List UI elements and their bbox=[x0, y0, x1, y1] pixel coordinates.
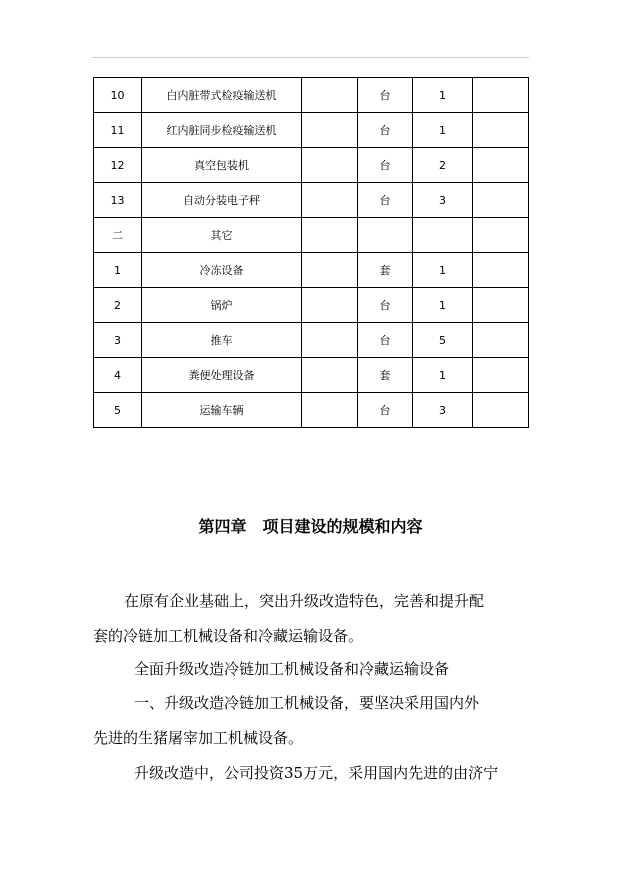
spec-cell bbox=[302, 323, 358, 358]
quantity-cell: 1 bbox=[413, 253, 473, 288]
table-row bbox=[94, 393, 529, 428]
note-cell bbox=[473, 253, 529, 288]
unit-cell: 台 bbox=[358, 393, 413, 428]
paragraph-1-line-2: 套的冷链加工机械设备和冷藏运输设备。 bbox=[93, 627, 364, 645]
spec-cell bbox=[302, 148, 358, 183]
paragraph-2: 全面升级改造冷链加工机械设备和冷藏运输设备 bbox=[134, 660, 450, 678]
table-row bbox=[94, 148, 529, 183]
unit-cell: 套 bbox=[358, 253, 413, 288]
equipment-name: 真空包装机 bbox=[142, 148, 302, 183]
note-cell bbox=[473, 183, 529, 218]
note-cell bbox=[473, 288, 529, 323]
quantity-cell: 3 bbox=[413, 183, 473, 218]
note-cell bbox=[473, 393, 529, 428]
spec-cell bbox=[302, 113, 358, 148]
table-row bbox=[94, 358, 529, 393]
equipment-table bbox=[93, 77, 529, 428]
spec-cell bbox=[302, 393, 358, 428]
row-number: 2 bbox=[94, 288, 142, 323]
table-row bbox=[94, 253, 529, 288]
row-number: 5 bbox=[94, 393, 142, 428]
unit-cell: 台 bbox=[358, 148, 413, 183]
note-cell bbox=[473, 113, 529, 148]
equipment-name: 冷冻设备 bbox=[142, 253, 302, 288]
table-row bbox=[94, 183, 529, 218]
table-row bbox=[94, 288, 529, 323]
note-cell bbox=[473, 148, 529, 183]
chapter-title: 第四章 项目建设的规模和内容 bbox=[198, 517, 423, 536]
quantity-cell: 5 bbox=[413, 323, 473, 358]
page-header-rule bbox=[92, 57, 529, 58]
spec-cell bbox=[302, 218, 358, 253]
paragraph-3-line-2: 先进的生猪屠宰加工机械设备。 bbox=[93, 729, 304, 747]
quantity-cell: 1 bbox=[413, 288, 473, 323]
note-cell bbox=[473, 78, 529, 113]
unit-cell: 台 bbox=[358, 113, 413, 148]
unit-cell: 台 bbox=[358, 78, 413, 113]
row-number: 1 bbox=[94, 253, 142, 288]
paragraph-4-line-1: 升级改造中，公司投资35万元，采用国内先进的由济宁 bbox=[134, 764, 499, 782]
row-number: 10 bbox=[94, 78, 142, 113]
table-row bbox=[94, 323, 529, 358]
paragraph-3-line-1: 一、升级改造冷链加工机械设备，要坚决采用国内外 bbox=[134, 694, 480, 712]
spec-cell bbox=[302, 358, 358, 393]
spec-cell bbox=[302, 78, 358, 113]
row-number: 12 bbox=[94, 148, 142, 183]
equipment-name: 红内脏同步检疫输送机 bbox=[142, 113, 302, 148]
equipment-name: 其它 bbox=[142, 218, 302, 253]
unit-cell: 套 bbox=[358, 358, 413, 393]
quantity-cell: 2 bbox=[413, 148, 473, 183]
equipment-name: 运输车辆 bbox=[142, 393, 302, 428]
note-cell bbox=[473, 358, 529, 393]
quantity-cell: 1 bbox=[413, 358, 473, 393]
row-number: 4 bbox=[94, 358, 142, 393]
unit-cell: 台 bbox=[358, 288, 413, 323]
unit-cell: 台 bbox=[358, 183, 413, 218]
quantity-cell: 1 bbox=[413, 78, 473, 113]
spec-cell bbox=[302, 253, 358, 288]
row-number: 3 bbox=[94, 323, 142, 358]
paragraph-1-line-1: 在原有企业基础上，突出升级改造特色，完善和提升配 bbox=[124, 592, 485, 610]
spec-cell bbox=[302, 288, 358, 323]
unit-cell bbox=[358, 218, 413, 253]
row-number: 13 bbox=[94, 183, 142, 218]
unit-cell: 台 bbox=[358, 323, 413, 358]
quantity-cell: 3 bbox=[413, 393, 473, 428]
equipment-name: 锅炉 bbox=[142, 288, 302, 323]
row-number: 11 bbox=[94, 113, 142, 148]
equipment-name: 粪便处理设备 bbox=[142, 358, 302, 393]
note-cell bbox=[473, 323, 529, 358]
equipment-table-body bbox=[94, 78, 529, 428]
equipment-name: 白内脏带式检疫输送机 bbox=[142, 78, 302, 113]
row-number: 二 bbox=[94, 218, 142, 253]
table-row bbox=[94, 78, 529, 113]
quantity-cell: 1 bbox=[413, 113, 473, 148]
equipment-name: 自动分装电子秤 bbox=[142, 183, 302, 218]
quantity-cell bbox=[413, 218, 473, 253]
table-row bbox=[94, 113, 529, 148]
spec-cell bbox=[302, 183, 358, 218]
table-row bbox=[94, 218, 529, 253]
note-cell bbox=[473, 218, 529, 253]
equipment-name: 推车 bbox=[142, 323, 302, 358]
